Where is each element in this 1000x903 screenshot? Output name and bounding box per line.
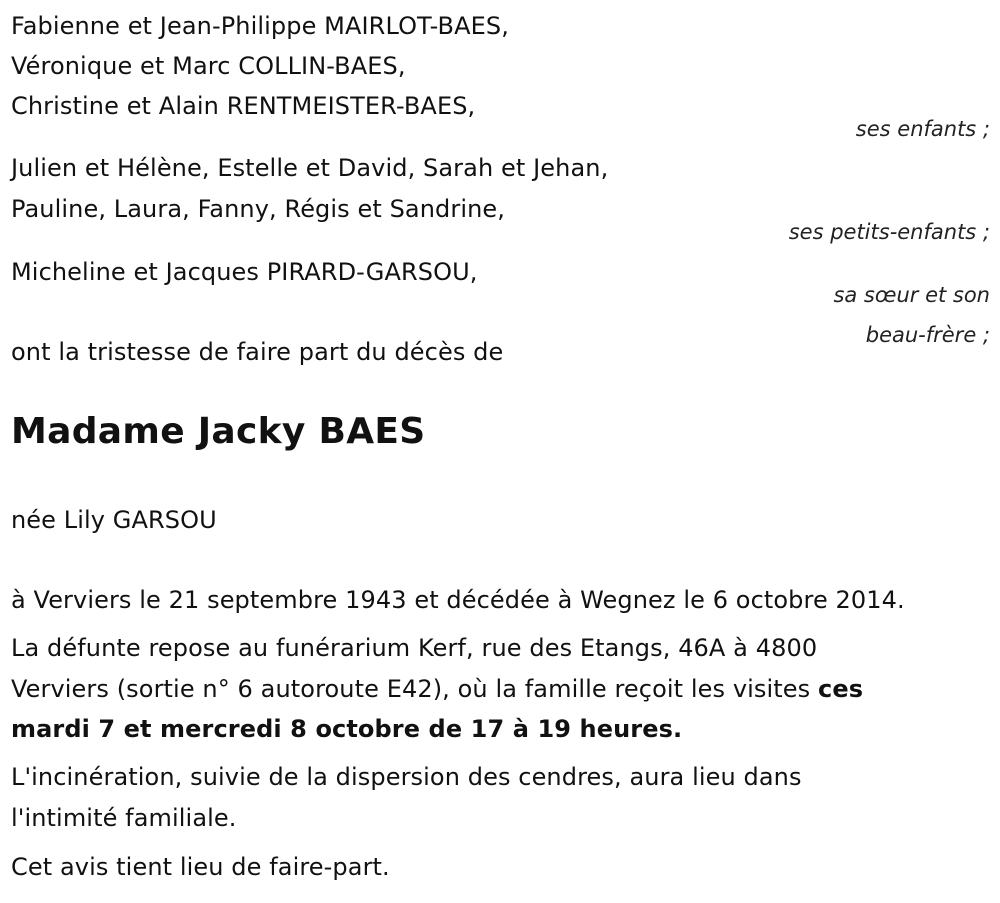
role-sibling-line1: sa sœur et son bbox=[833, 283, 990, 307]
announcement-text: ont la tristesse de faire part du décès de bbox=[11, 338, 504, 366]
family-line-children-3: Christine et Alain RENTMEISTER-BAES, bbox=[11, 92, 476, 120]
rest-line-2-bold: ces bbox=[818, 675, 864, 703]
family-line-grandchildren-2: Pauline, Laura, Fanny, Régis et Sandrine, bbox=[11, 195, 506, 223]
maiden-name: née Lily GARSOU bbox=[11, 506, 217, 534]
cremation-line-2: l'intimité familiale. bbox=[11, 804, 237, 832]
cremation-line-1: L'incinération, suivie de la dispersion des cendres, aura lieu dans bbox=[11, 763, 802, 791]
family-line-children-2: Véronique et Marc COLLIN-BAES, bbox=[11, 52, 406, 80]
family-line-sibling: Micheline et Jacques PIRARD-GARSOU, bbox=[11, 258, 478, 286]
birth-death-details: à Verviers le 21 septembre 1943 et décédée à Wegnez le 6 octobre 2014. bbox=[11, 586, 905, 614]
role-grandchildren: ses petits-enfants ; bbox=[788, 220, 990, 244]
rest-line-1: La défunte repose au funérarium Kerf, rue des Etangs, 46A à 4800 bbox=[11, 634, 818, 662]
family-line-children-1: Fabienne et Jean-Philippe MAIRLOT-BAES, bbox=[11, 12, 509, 40]
visiting-hours: mardi 7 et mercredi 8 octobre de 17 à 19 heures. bbox=[11, 715, 683, 743]
family-line-grandchildren-1: Julien et Hélène, Estelle et David, Sarah et Jehan, bbox=[11, 154, 609, 182]
role-sibling-line2: beau-frère ; bbox=[865, 323, 990, 347]
rest-line-2 bbox=[11, 674, 863, 704]
role-children: ses enfants ; bbox=[855, 117, 990, 141]
rest-line-2-normal: Verviers (sortie n° 6 autoroute E42), où la famille reçoit les visites bbox=[11, 675, 818, 703]
deceased-name: Madame Jacky BAES bbox=[11, 411, 426, 452]
notice-text: Cet avis tient lieu de faire-part. bbox=[11, 853, 390, 881]
